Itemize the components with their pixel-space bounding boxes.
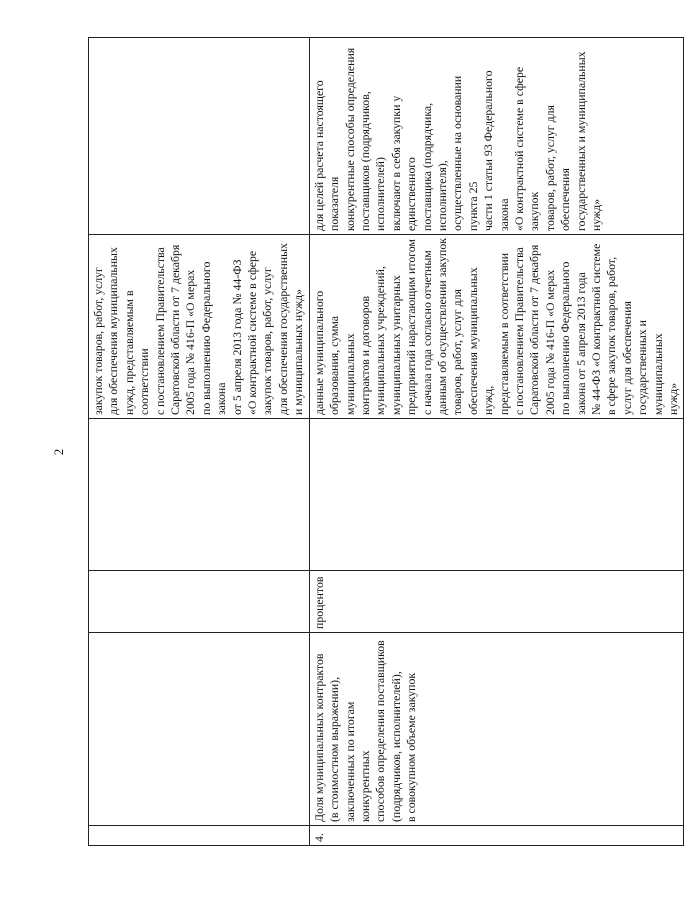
empty-cell: [89, 419, 310, 571]
indicator-name-cell: Доля муниципальных контрактов (в стоимостном выражении), заключенных по итогам конкурентных способов определения поставщиков (подрядчиков, исполнителей), в совокупном объеме закупок: [309, 633, 684, 826]
indicator-table: [88, 37, 684, 846]
row-number-cell: 4.: [309, 826, 684, 846]
calculation-method-cell: [89, 38, 310, 235]
unit-cell: [89, 571, 310, 633]
page-number: 2: [51, 448, 66, 456]
indicator-name-cell: [89, 633, 310, 826]
rotated-page: [88, 38, 681, 846]
table-row: [309, 38, 684, 846]
calculation-method-cell: для целей расчета настоящего показателя конкурентные способы определения поставщиков (подрядчиков, исполнителей) включают в себя закупки у единственного поставщика (подрядчика, исполнителя), осуществленные на основании пункта 25 части 1 статьи 93 Федерального закона «О контрактной системе в сфере закупок товаров, работ, услуг для обеспечения государственных и муниципальных нужд»: [309, 38, 684, 235]
data-source-cell: данные муниципального образования, сумма муниципальных контрактов и договоров муниципальных учреждений, муниципальных унитарных предприятий нарастающим итогом с начала года согласно отчетным данным об осуществлении закупок товаров, работ, услуг для обеспечения муниципальных нужд, представляемым в соответствии с постановлением Правительства Саратовской области от 7 декабря 2005 года № 416-П «О мерах по выполнению Федерального закона от 5 апреля 2013 года № 44-ФЗ «О контрактной системе в сфере закупок товаров, работ, услуг для обеспечения государственных и муниципальных нужд»: [309, 235, 684, 419]
row-number-cell: [89, 826, 310, 846]
unit-cell: процентов: [309, 571, 684, 633]
data-source-cell: закупок товаров, работ, услуг для обеспечения муниципальных нужд, представляемым в соответствии с постановлением Правительства Саратовской области от 7 декабря 2005 года № 416-П «О мерах по выполнению Федерального закона от 5 апреля 2013 года № 44-ФЗ «О контрактной системе в сфере закупок товаров, работ, услуг для обеспечения государственных и муниципальных нужд»: [89, 235, 310, 419]
table-row: [89, 38, 310, 846]
empty-cell: [309, 419, 684, 571]
